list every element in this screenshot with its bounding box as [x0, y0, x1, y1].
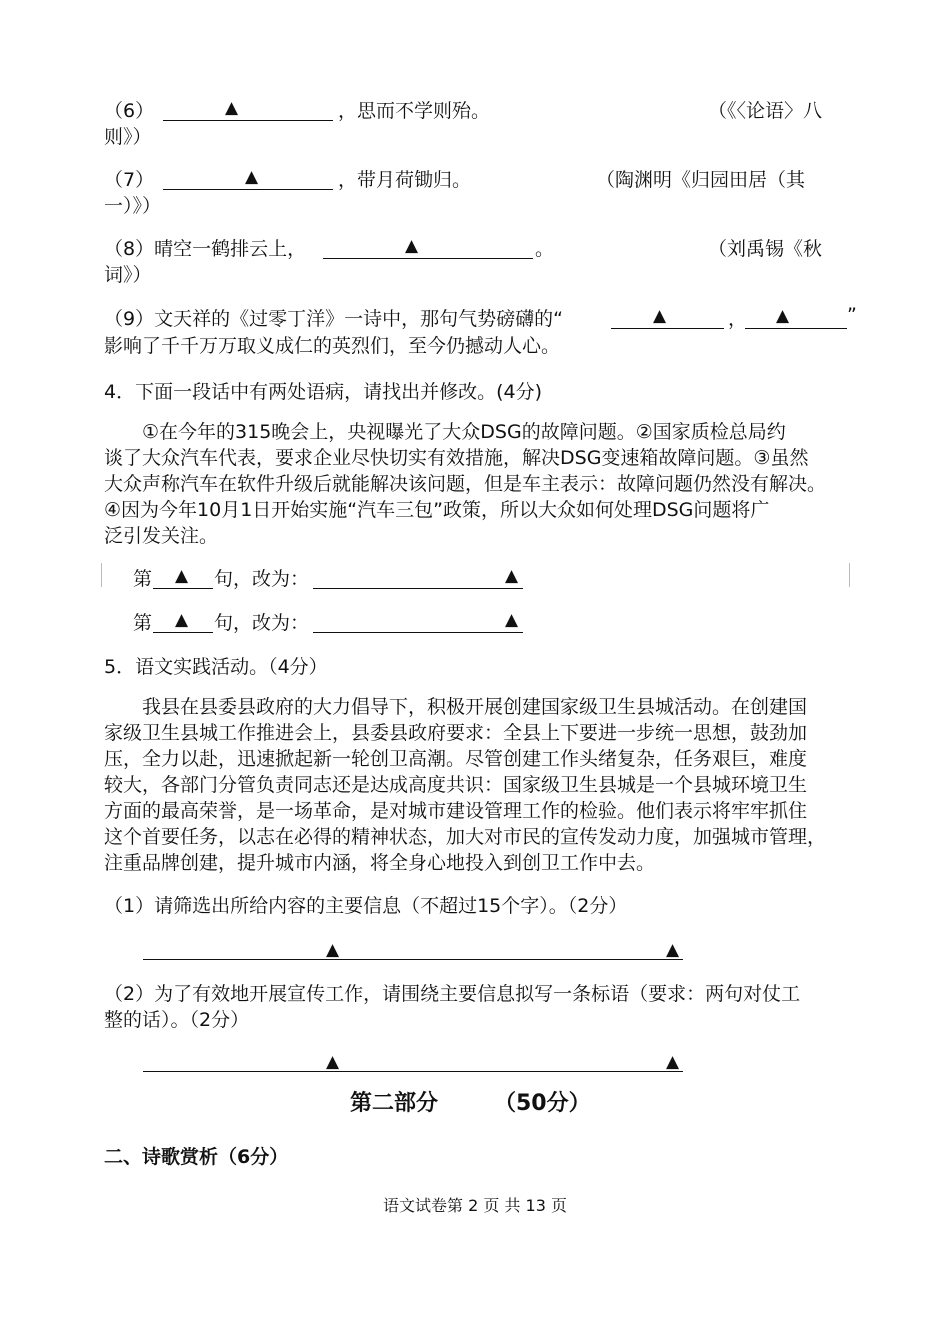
fix-2-correction-marker: ▲ — [505, 610, 519, 630]
fix-1-sentence-marker: ▲ — [175, 566, 189, 586]
item-9-line2: 影响了千千万万取义成仁的英烈们，至今仍撼动人心。 — [104, 335, 561, 357]
item-6-text: ，思而不学则殆。 — [338, 100, 491, 122]
fix-2-sentence-marker: ▲ — [175, 610, 189, 630]
item-6-source-line2: 则》） — [104, 126, 152, 148]
fix-1-correction-marker: ▲ — [505, 566, 519, 586]
fix-1-sentence-blank[interactable] — [153, 588, 213, 589]
item-6-source-line1: （《〈论语〉八 — [708, 100, 823, 122]
q5-paragraph-line: 方面的最高荣誉，是一场革命，是对城市建设管理工作的检验。他们表示将牢牢抓住 — [104, 800, 808, 822]
q4-paragraph-line: 大众声称汽车在软件升级后就能解决该问题，但是车主表示：故障问题仍然没有解决。 — [104, 473, 827, 495]
item-8-text: （8）晴空一鹤排云上， — [104, 238, 307, 260]
q5-sub2-answer-blank[interactable] — [143, 1071, 683, 1072]
fix-2-correction-blank[interactable] — [313, 632, 523, 633]
q4-paragraph-line: ④因为今年10月1日开始实施“汽车三包”政策，所以大众如何处理DSG问题将广 — [104, 499, 770, 521]
item-8-source-line1: （刘禹锡《秋 — [708, 238, 823, 260]
fix-1-correction-blank[interactable] — [313, 588, 523, 589]
q5-sub1-marker-left: ▲ — [326, 940, 340, 960]
margin-mark-left — [101, 563, 102, 587]
item-9-separator: ， — [728, 308, 748, 330]
q5-sub2-marker-left: ▲ — [326, 1052, 340, 1072]
item-7-text: ，带月荷锄归。 — [338, 169, 472, 191]
item-8-source-line2: 词》） — [104, 264, 152, 286]
q5-paragraph-line: 这个首要任务，以志在必得的精神状态，加大对市民的宣传发动力度，加强城市管理， — [104, 826, 827, 848]
fix-2-prefix: 第 — [133, 612, 153, 634]
q4-paragraph-line: 谈了大众汽车代表，要求企业尽快切实有效措施，解决DSG变速箱故障问题。③虽然 — [104, 447, 809, 469]
item-9-close-quote: ” — [847, 304, 857, 326]
q5-sub2-marker-right: ▲ — [666, 1052, 680, 1072]
answer-marker-8: ▲ — [405, 236, 419, 256]
q5-paragraph-line: 较大，各部门分管负责同志还是达成高度共识：国家级卫生县城是一个县城环境卫生 — [104, 774, 808, 796]
q4-paragraph-line: ①在今年的315晚会上，央视曝光了大众DSG的故障问题。②国家质检总局约 — [142, 421, 786, 443]
answer-marker-6: ▲ — [225, 98, 239, 118]
item-7-number: （7） — [104, 169, 155, 191]
item-8-tail: 。 — [535, 238, 555, 260]
part-two-score: （50分） — [494, 1091, 591, 1116]
answer-marker-9b: ▲ — [776, 306, 790, 326]
fix-1-label: 句，改为： — [214, 568, 310, 590]
part-two-title: 第二部分 — [350, 1091, 439, 1116]
q5-sub2-prompt-line1: （2）为了有效地开展宣传工作，请围绕主要信息拟写一条标语（要求：两句对仗工 — [104, 983, 801, 1005]
answer-blank-8[interactable] — [323, 258, 533, 259]
q5-sub1-answer-blank[interactable] — [143, 959, 683, 960]
q4-paragraph-line: 泛引发关注。 — [104, 525, 219, 547]
q5-sub1-marker-right: ▲ — [666, 940, 680, 960]
item-7-source-line2: 一）》） — [104, 195, 162, 217]
answer-blank-6[interactable] — [163, 120, 333, 121]
answer-blank-9a[interactable] — [611, 328, 724, 329]
answer-marker-9a: ▲ — [653, 306, 667, 326]
item-7-source-line1: （陶渊明《归园田居（其 — [596, 169, 806, 191]
answer-blank-7[interactable] — [163, 189, 333, 190]
item-9-text: （9）文天祥的《过零丁洋》一诗中，那句气势磅礴的“ — [104, 308, 563, 330]
item-6-number: （6） — [104, 100, 155, 122]
question-4-title: 4．下面一段话中有两处语病，请找出并修改。(4分) — [104, 381, 543, 403]
page-footer: 语文试卷第 2 页 共 13 页 — [383, 1196, 567, 1215]
q5-paragraph-line: 压，全力以赴，迅速掀起新一轮创卫高潮。尽管创建工作头绪复杂，任务艰巨，难度 — [104, 748, 808, 770]
fix-2-label: 句，改为： — [214, 612, 310, 634]
fix-1-prefix: 第 — [133, 568, 153, 590]
section-two-title: 二、诗歌赏析（6分） — [104, 1146, 289, 1168]
margin-mark-right — [849, 563, 850, 587]
q5-paragraph-line: 注重品牌创建，提升城市内涵，将全身心地投入到创卫工作中去。 — [104, 852, 656, 874]
answer-marker-7: ▲ — [245, 167, 259, 187]
q5-paragraph-line: 家级卫生县城工作推进会上，县委县政府要求：全县上下要进一步统一思想，鼓劲加 — [104, 722, 808, 744]
q5-paragraph-line: 我县在县委县政府的大力倡导下，积极开展创建国家级卫生县城活动。在创建国 — [142, 696, 808, 718]
q5-sub2-prompt-line2: 整的话）。（2分） — [104, 1009, 250, 1031]
q5-sub1-prompt: （1）请筛选出所给内容的主要信息（不超过15个字）。（2分） — [104, 895, 628, 917]
answer-blank-9b[interactable] — [745, 328, 847, 329]
fix-2-sentence-blank[interactable] — [153, 632, 213, 633]
question-5-title: 5．语文实践活动。（4分） — [104, 656, 328, 678]
